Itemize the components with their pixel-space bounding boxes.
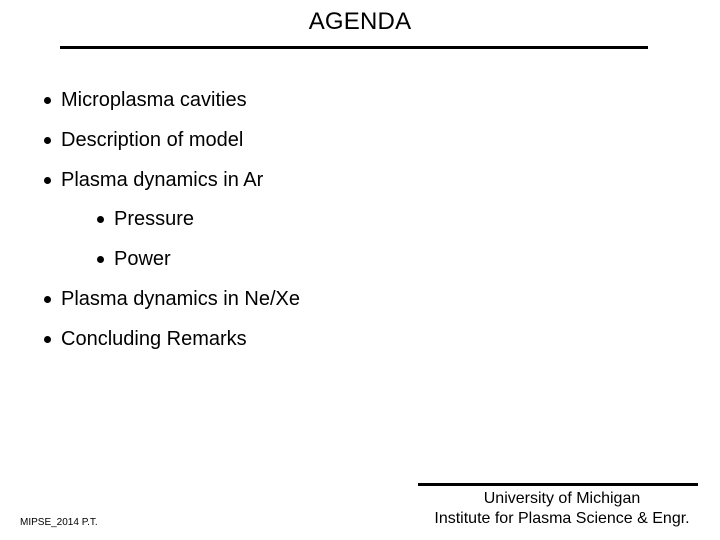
- agenda-subitem-label: Pressure: [114, 208, 195, 230]
- agenda-item: [44, 169, 263, 192]
- agenda-item: [44, 288, 300, 311]
- bullet-icon: [97, 256, 104, 263]
- agenda-item-label: Concluding Remarks: [61, 328, 247, 350]
- agenda-item-label: Microplasma cavities: [61, 89, 247, 111]
- agenda-item-label: Plasma dynamics in Ar: [61, 169, 264, 191]
- title-underline: [60, 46, 648, 49]
- bullet-icon: [44, 97, 51, 104]
- agenda-item: [44, 328, 247, 351]
- agenda-subitem: [97, 208, 194, 231]
- agenda-item: [44, 129, 243, 152]
- agenda-item: [44, 89, 247, 112]
- footer-rule: [418, 483, 698, 486]
- agenda-item-label: Description of model: [61, 129, 244, 151]
- slide-title: AGENDA: [308, 8, 412, 35]
- agenda-subitem-label: Power: [114, 248, 171, 270]
- bullet-icon: [97, 216, 104, 223]
- footer-left-text: MIPSE_2014 P.T.: [20, 517, 98, 528]
- bullet-icon: [44, 137, 51, 144]
- footer-institution: [420, 489, 704, 529]
- footer-institution-line2: Institute for Plasma Science & Engr.: [434, 510, 690, 527]
- bullet-icon: [44, 177, 51, 184]
- agenda-subitem: [97, 248, 171, 271]
- agenda-item-label: Plasma dynamics in Ne/Xe: [61, 288, 300, 310]
- bullet-icon: [44, 296, 51, 303]
- footer-institution-line1: University of Michigan: [483, 490, 641, 507]
- bullet-icon: [44, 336, 51, 343]
